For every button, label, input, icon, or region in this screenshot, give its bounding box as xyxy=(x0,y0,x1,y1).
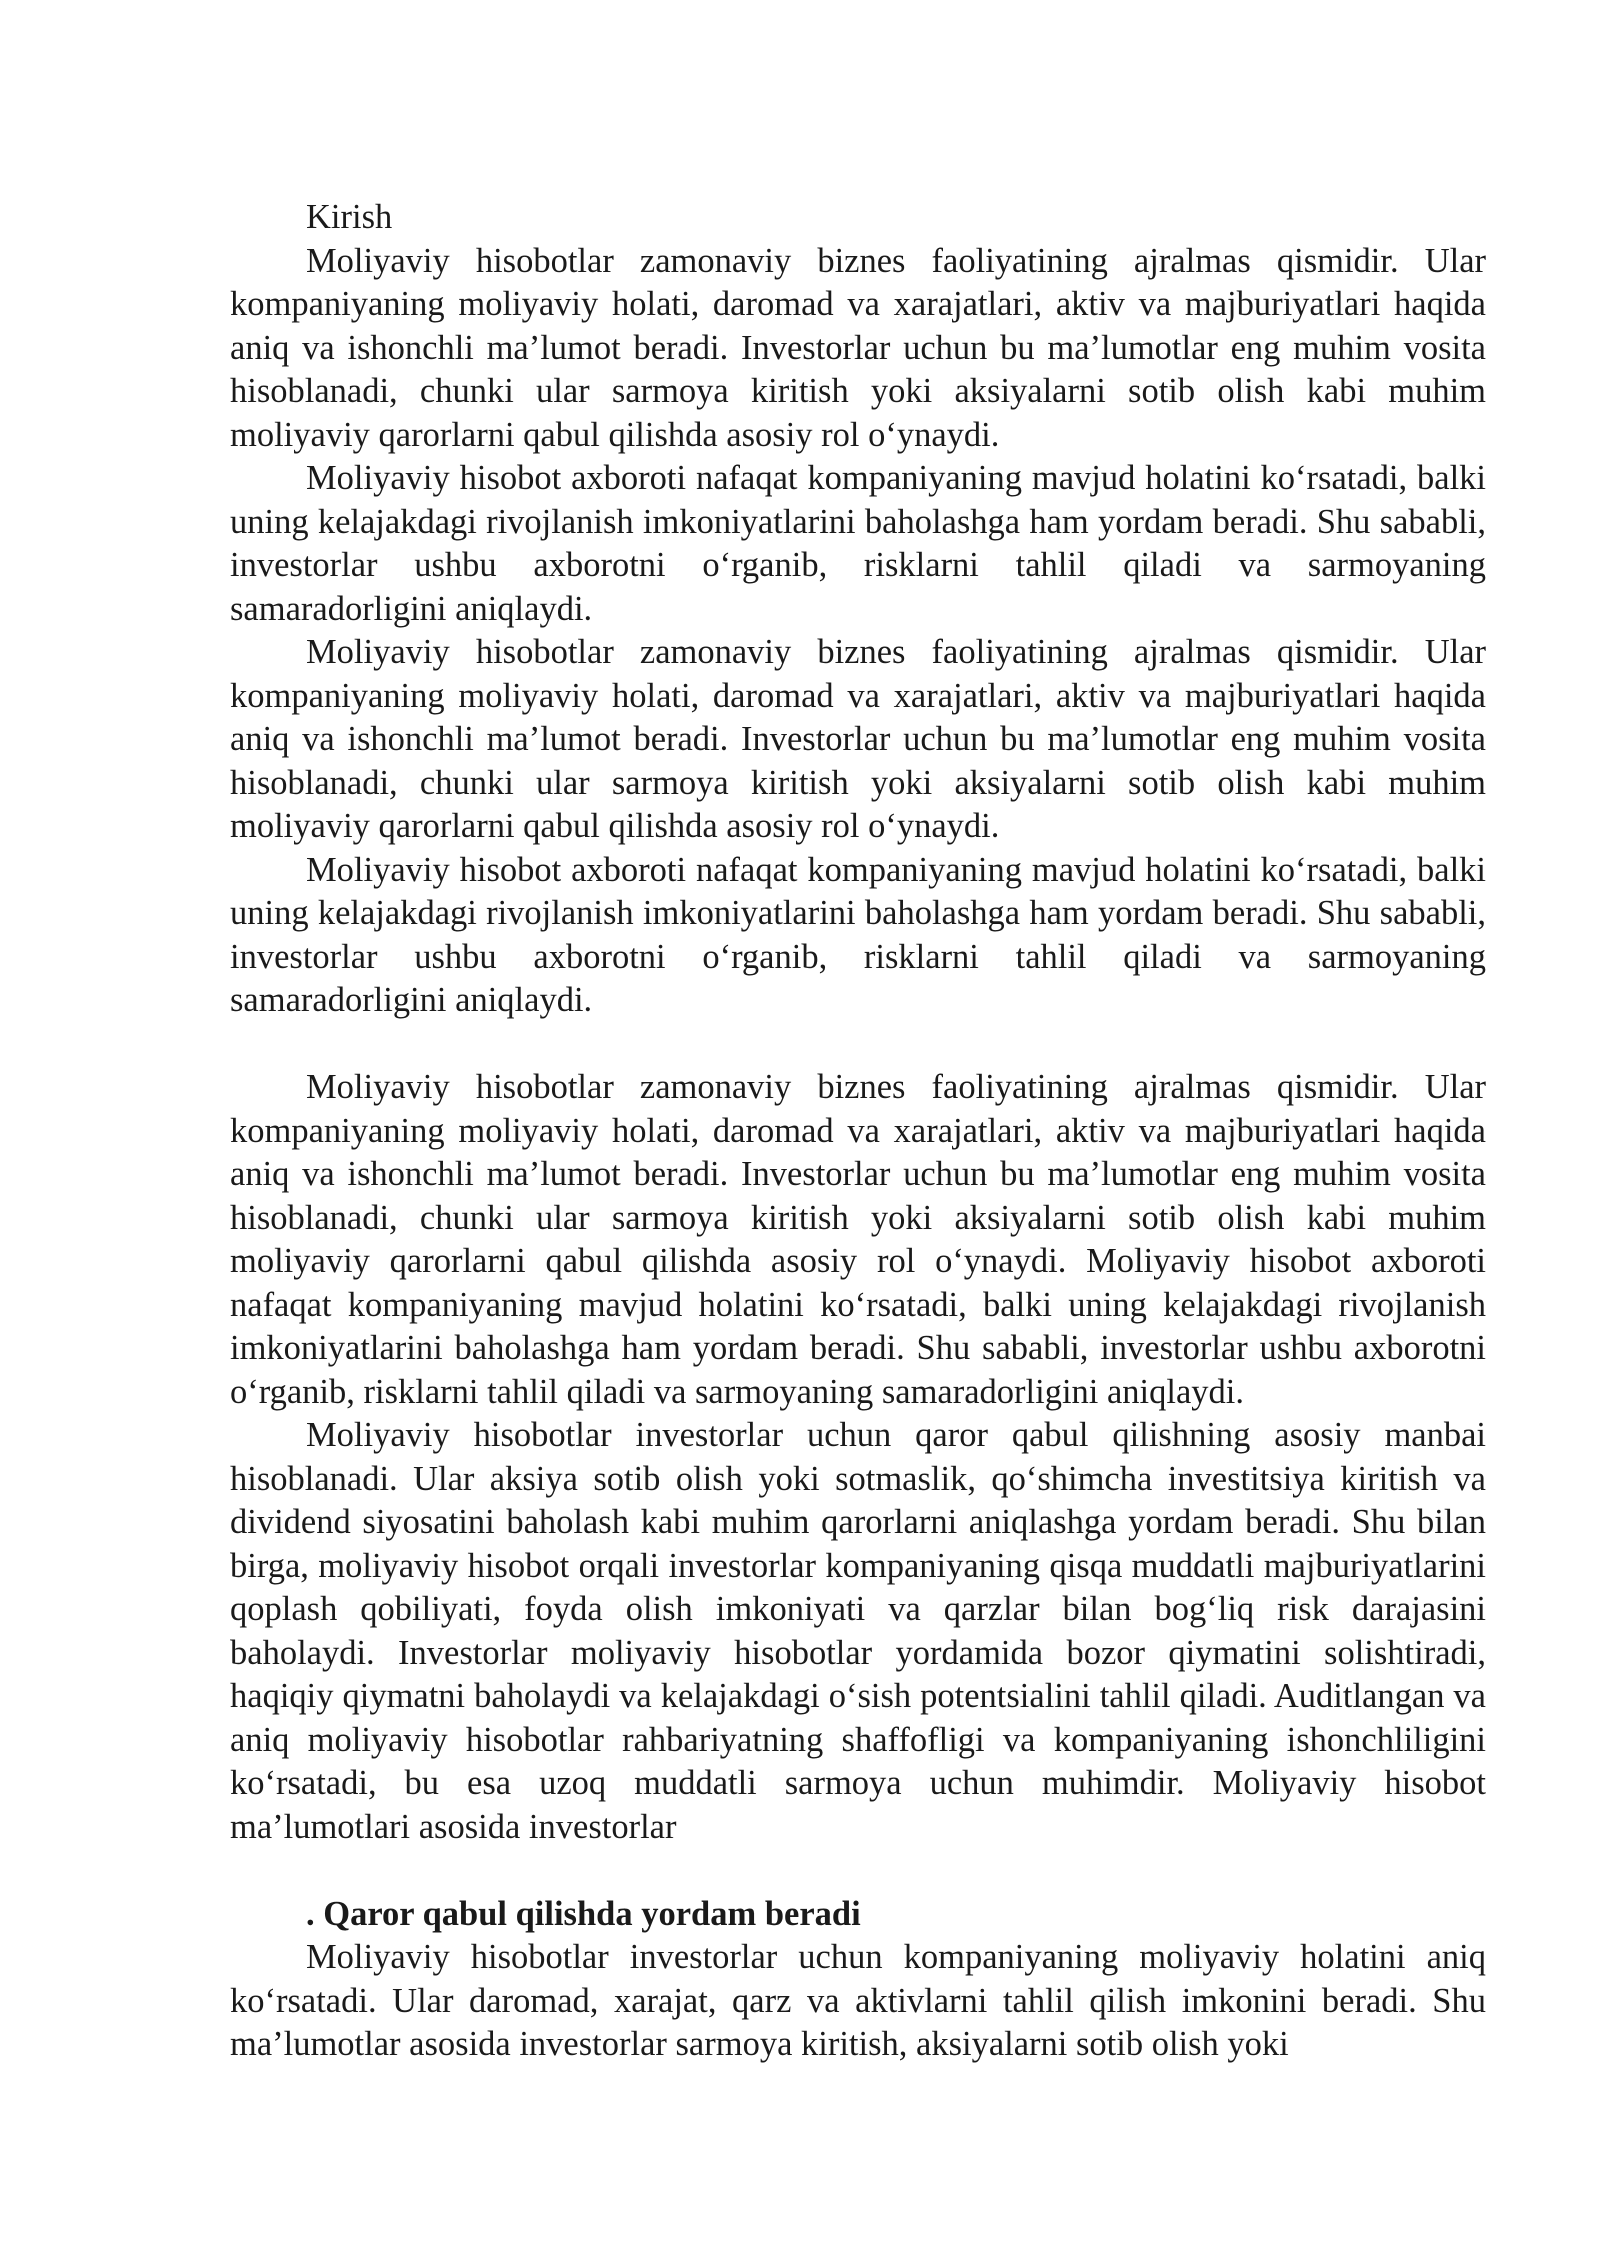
paragraph: Moliyaviy hisobotlar investorlar uchun qaror qabul qilishning asosiy manbai hisoblanadi. Ular aksiya sotib olish yoki sotmaslik, qo‘shimcha investitsiya kiritish va dividend siyosatini baholash kabi muhim qarorlarni aniqlashga yordam beradi. Shu bilan birga, moliyaviy hisobot orqali investorlar kompaniyaning qisqa muddatli majburiyatlarini qoplash qobiliyati, foyda olish imkoniyati va qarzlar bilan bog‘liq risk darajasini baholaydi. Investorlar moliyaviy hisobotlar yordamida bozor qiymatini solishtiradi, haqiqiy qiymatni baholaydi va kelajakdagi o‘sish potentsialini tahlil qiladi. Auditlangan va aniq moliyaviy hisobotlar rahbariyatning shaffofligi va kompaniyaning ishonchliligini ko‘rsatadi, bu esa uzoq muddatli sarmoya uchun muhimdir. Moliyaviy hisobot ma’lumotlari asosida investorlar xyxy=(230,1416,1486,1846)
blank-line xyxy=(230,1849,1486,1893)
paragraph: Moliyaviy hisobot axboroti nafaqat kompaniyaning mavjud holatini ko‘rsatadi, balki uning kelajakdagi rivojlanish imkoniyatlarini baholashga ham yordam beradi. Shu sababli, investorlar ushbu axborotni o‘rganib, risklarni tahlil qiladi va sarmoyaning samaradorligini aniqlaydi. xyxy=(230,850,1486,1019)
document-page xyxy=(230,196,1486,2067)
blank-line xyxy=(230,1023,1486,1067)
paragraph: Moliyaviy hisobotlar zamonaviy biznes faoliyatining ajralmas qismidir. Ular kompaniyaning moliyaviy holati, daromad va xarajatlari, aktiv va majburiyatlari haqida aniq va ishonchli ma’lumot beradi. Investorlar uchun bu ma’lumotlar eng muhim vosita hisoblanadi, chunki ular sarmoya kiritish yoki aksiyalarni sotib olish kabi muhim moliyaviy qarorlarni qabul qilishda asosiy rol o‘ynaydi. Moliyaviy hisobot axboroti nafaqat kompaniyaning mavjud holatini ko‘rsatadi, balki uning kelajakdagi rivojlanish imkoniyatlarini baholashga ham yordam beradi. Shu sababli, investorlar ushbu axborotni o‘rganib, risklarni tahlil qiladi va sarmoyaning samaradorligini aniqlaydi. xyxy=(230,1068,1486,1411)
paragraph: Moliyaviy hisobotlar zamonaviy biznes faoliyatining ajralmas qismidir. Ular kompaniyaning moliyaviy holati, daromad va xarajatlari, aktiv va majburiyatlari haqida aniq va ishonchli ma’lumot beradi. Investorlar uchun bu ma’lumotlar eng muhim vosita hisoblanadi, chunki ular sarmoya kiritish yoki aksiyalarni sotib olish kabi muhim moliyaviy qarorlarni qabul qilishda asosiy rol o‘ynaydi. xyxy=(230,633,1486,845)
document-title: Kirish xyxy=(306,198,393,236)
section-paragraph: Moliyaviy hisobotlar investorlar uchun kompaniyaning moliyaviy holatini aniq ko‘rsatadi. Ular daromad, xarajat, qarz va aktivlarni tahlil qilish imkonini beradi. Shu ma’lumotlar asosida investorlar sarmoya kiritish, aksiyalarni sotib olish yoki xyxy=(230,1938,1486,2063)
paragraph: Moliyaviy hisobotlar zamonaviy biznes faoliyatining ajralmas qismidir. Ular kompaniyaning moliyaviy holati, daromad va xarajatlari, aktiv va majburiyatlari haqida aniq va ishonchli ma’lumot beradi. Investorlar uchun bu ma’lumotlar eng muhim vosita hisoblanadi, chunki ular sarmoya kiritish yoki aksiyalarni sotib olish kabi muhim moliyaviy qarorlarni qabul qilishda asosiy rol o‘ynaydi. xyxy=(230,241,1486,454)
paragraph: Moliyaviy hisobot axboroti nafaqat kompaniyaning mavjud holatini ko‘rsatadi, balki uning kelajakdagi rivojlanish imkoniyatlarini baholashga ham yordam beradi. Shu sababli, investorlar ushbu axborotni o‘rganib, risklarni tahlil qiladi va sarmoyaning samaradorligini aniqlaydi. xyxy=(230,459,1486,628)
section-heading: . Qaror qabul qilishda yordam beradi xyxy=(306,1894,861,1933)
